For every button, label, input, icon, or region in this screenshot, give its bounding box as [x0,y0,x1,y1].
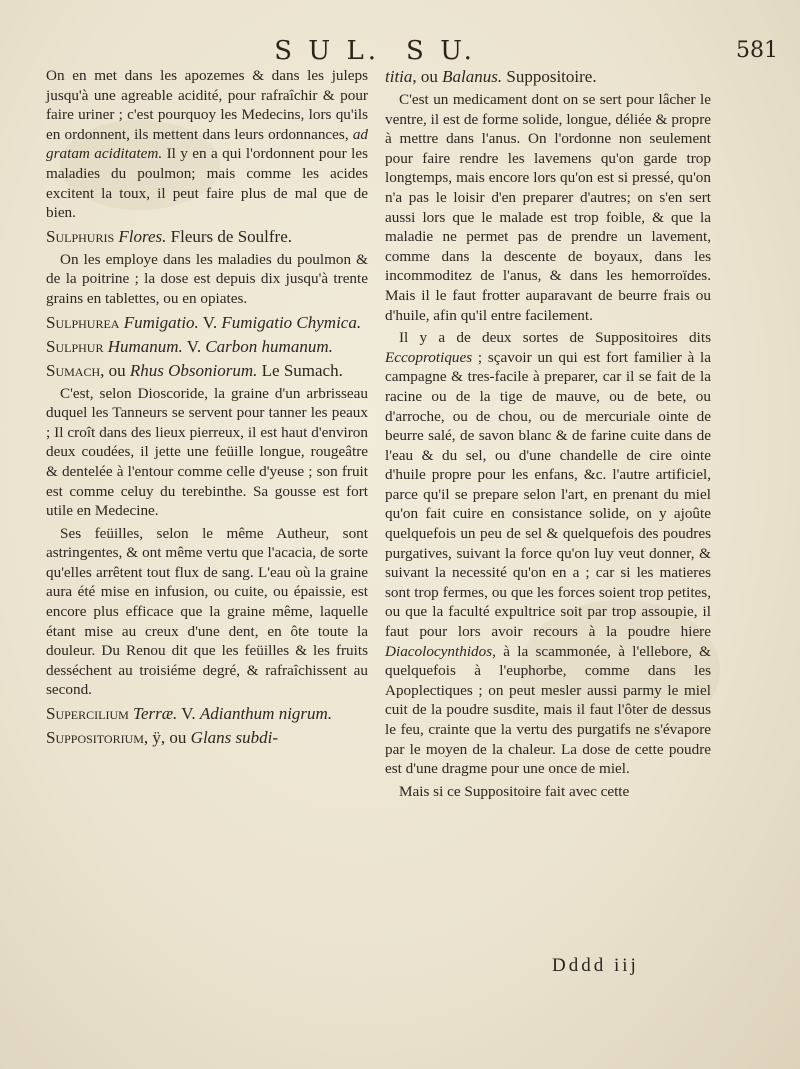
paragraph: C'est, selon Dioscoride, la graine d'un arbrisseau duquel les Tanneurs se servent pour tanner les peaux ; Il croît dans des lieux pierreux, il est haut d'environ deux coudées, il jette une feüille longue, rougeâtre & dentelée à l'entour comme celle d'yeuse ; son fruit est comme celuy du terebinthe. Sa gousse est fort utile en Medecine. [46,384,368,520]
dictionary-entry: Sulphuris Flores. Fleurs de Soulfre. [46,226,292,246]
paragraph: Mais si ce Suppositoire fait avec cette [399,782,630,800]
dictionary-entry: Supercilium Terræ. V. Adianthum nigrum. [46,704,333,724]
paragraph: C'est un medicament dont on se sert pour lâcher le ventre, il est de forme solide, longue, déliée & propre à mettre dans l'anus. On l'ordonne non seulement pour faire rendre les lavemens qu'on garde trop longtemps, mais encore lors qu'on est si pressé, qu'on n'a pas le loisir d'en preparer d'autres; on s'en sert aussi lors que le malade est trop foible, & que la maladie ne permet pas de prendre un lavement, comme dans la descente de boyaux, dans les incommoditez de l'anus, & dans les hemorroïdes. Mais il le faut frotter auparavant de beurre frais ou d'huile, afin qu'il entre facilement. [385,91,711,324]
paragraph: Ses feüilles, selon le même Autheur, sont astringentes, & ont même vertu que l'acacia, de sorte qu'elles arrêtent tout flux de sang. L'eau où la graine aura été mise en infusion, ou cuite, ou épaissie, est encore plus efficace que la graine même, laquelle étant mise au creux d'une dent, en ôte toute la douleur. Du Renou dit que les feüilles & les fruits desséchent au troisiéme degré, & rafraîchissent au second. [46,524,368,699]
running-head-left: S U L. [274,36,380,66]
dictionary-entry: Sulphurea Fumigatio. V. Fumigatio Chymica. [46,312,362,332]
paragraph: Il y a de deux sortes de Suppositoires dits Eccoprotiques ; sçavoir un qui est fort familier à la campagne & tres-facile à preparer, car il se fait de la racine ou de la tige de mauve, ou de bete, ou d'arroche, ou de chou, ou de mercuriale ointe de beurre salé, de savon blanc & de farine cuite dans de l'eau & du sel, ou d'une chandelle de cire ointe d'huile propre pour les enfans, &c. l'autre artificiel, parce qu'il se prepare selon l'art, en prenant du miel qu'on fait cuire en consistance solide, on y ajoûte quelquefois un peu de sel & quelquefois des poudres purgatives, suivant la force qu'on luy veut donner, & suivant la necessité qu'on en a ; car si les matieres sont trop fermes, ou que les forces soient trop petites, ou que la faculté expultrice soit par trop assoupie, il faut pour lors avoir recours à la poudre hiere Diacolocynthidos, à la scammonée, à l'ellebore, & quelquefois à l'euphorbe, comme dans les Apoplectiques ; on peut mesler aussi parmy le miel cuit de la poudre susdite, mais il faut l'ôter de dessus le feu, crainte que la vertu des purgatifs ne s'évapore par le moyen de la chaleur. La dose de cette poudre est d'une dragme pour une once de miel. [385,329,711,778]
running-head-right: S U. [406,36,476,66]
paragraph: On en met dans les apozemes & dans les juleps jusqu'à une agreable acidité, pour rafraîchir & pour faire uriner ; c'est pourquoy les Medecins, lors qu'ils en ordonnent, ils mettent dans leurs ordonnances, ad gratam aciditatem. Il y en a qui l'ordonnent pour les maladies du poulmon; mais comme les acides excitent la toux, il peut faire plus de mal que de bien. [46,67,368,222]
catchword-signature: Dddd iij [552,955,639,976]
paragraph: On les employe dans les maladies du poulmon & de la poitrine ; la dose est depuis dix jusqu'à trente grains en tablettes, ou en opiates. [46,250,368,307]
entry-continuation: titia, ou Balanus. Suppositoire. [385,67,597,86]
page-number: 581 [736,38,778,63]
dictionary-entry: Sumach, ou Rhus Obsoniorum. Le Sumach. [46,360,343,380]
dictionary-entry: Suppositorium, ÿ, ou Glans subdi- [46,728,279,748]
right-column [385,66,711,804]
dictionary-entry: Sulphur Humanum. V. Carbon humanum. [46,336,333,356]
left-column [46,66,368,751]
